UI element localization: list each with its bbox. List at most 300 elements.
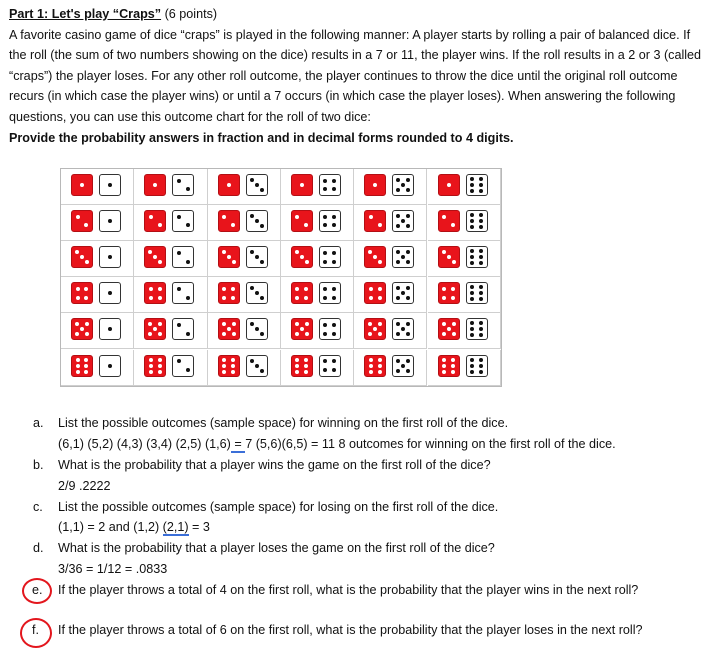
die-pip	[231, 296, 235, 300]
die-pip	[368, 322, 372, 326]
die-pip	[295, 215, 299, 219]
die-pip	[323, 215, 327, 219]
die-pip	[442, 250, 446, 254]
die-pip	[158, 296, 162, 300]
die-pip	[76, 370, 80, 374]
die-pip	[479, 261, 483, 265]
part-heading	[9, 4, 709, 25]
question-label-c: c.	[33, 500, 43, 514]
red-die-5	[144, 318, 166, 340]
die-pip	[442, 322, 446, 326]
die-pip	[396, 369, 400, 373]
red-die-5	[71, 318, 93, 340]
die-pip	[304, 364, 308, 368]
red-die-4	[438, 282, 460, 304]
red-die-5	[438, 318, 460, 340]
dice-outcome-cell	[281, 313, 354, 349]
die-pip	[406, 260, 410, 264]
die-pip	[186, 187, 190, 191]
die-pip	[447, 183, 451, 187]
die-pip	[396, 260, 400, 264]
white-die-4	[319, 318, 341, 340]
die-pip	[332, 260, 336, 264]
die-pip	[250, 286, 254, 290]
die-pip	[255, 327, 259, 331]
die-pip	[406, 224, 410, 228]
die-pip	[378, 287, 382, 291]
die-pip	[149, 370, 153, 374]
die-pip	[451, 364, 455, 368]
die-pip	[401, 327, 405, 331]
answer-a	[58, 437, 616, 451]
die-pip	[149, 358, 153, 362]
die-pip	[75, 332, 79, 336]
die-pip	[304, 223, 308, 227]
die-pip	[231, 370, 235, 374]
die-pip	[479, 177, 483, 181]
die-pip	[369, 287, 373, 291]
die-pip	[368, 250, 372, 254]
die-pip	[295, 364, 299, 368]
answer-c	[58, 520, 210, 534]
die-pip	[470, 321, 474, 325]
die-pip	[470, 291, 474, 295]
white-die-4	[319, 210, 341, 232]
die-pip	[222, 287, 226, 291]
dice-outcome-cell	[208, 169, 281, 205]
die-pip	[323, 223, 327, 227]
red-die-3	[438, 246, 460, 268]
die-pip	[177, 251, 181, 255]
die-pip	[368, 332, 372, 336]
die-pip	[442, 296, 446, 300]
die-pip	[295, 287, 299, 291]
die-pip	[148, 332, 152, 336]
die-pip	[442, 332, 446, 336]
die-pip	[231, 358, 235, 362]
die-pip	[470, 364, 474, 368]
die-pip	[373, 183, 377, 187]
die-pip	[260, 369, 264, 373]
die-pip	[300, 327, 304, 331]
die-pip	[158, 322, 162, 326]
red-die-1	[438, 174, 460, 196]
red-die-2	[218, 210, 240, 232]
die-pip	[406, 322, 410, 326]
die-pip	[406, 188, 410, 192]
die-pip	[250, 359, 254, 363]
question-label-e: e.	[32, 583, 43, 597]
die-pip	[255, 183, 259, 187]
question-e: If the player throws a total of 4 on the first roll, what is the probability that the player wins in the next roll?	[58, 583, 639, 597]
die-pip	[108, 219, 112, 223]
dice-outcome-cell	[208, 205, 281, 241]
die-pip	[470, 189, 474, 193]
dice-outcome-cell	[354, 241, 427, 277]
red-die-4	[364, 282, 386, 304]
die-pip	[332, 368, 336, 372]
die-pip	[250, 322, 254, 326]
die-pip	[401, 291, 405, 295]
die-pip	[232, 332, 236, 336]
die-pip	[158, 260, 162, 264]
die-pip	[153, 255, 157, 259]
die-pip	[323, 359, 327, 363]
die-pip	[406, 178, 410, 182]
die-pip	[396, 224, 400, 228]
die-pip	[470, 183, 474, 187]
die-pip	[332, 187, 336, 191]
die-pip	[470, 333, 474, 337]
dice-outcome-cell	[354, 205, 427, 241]
red-die-2	[71, 210, 93, 232]
white-die-2	[172, 355, 194, 377]
die-pip	[406, 286, 410, 290]
die-pip	[442, 215, 446, 219]
white-die-4	[319, 282, 341, 304]
die-pip	[406, 214, 410, 218]
part-points: (6 points)	[161, 7, 218, 21]
white-die-1	[99, 355, 121, 377]
dice-outcome-cell	[208, 313, 281, 349]
die-pip	[304, 296, 308, 300]
die-pip	[470, 370, 474, 374]
die-pip	[231, 364, 235, 368]
die-pip	[76, 358, 80, 362]
dice-outcome-cell	[428, 241, 501, 277]
die-pip	[148, 322, 152, 326]
question-a: List the possible outcomes (sample space) for winning on the first roll of the dice.	[58, 416, 509, 430]
die-pip	[232, 260, 236, 264]
die-pip	[479, 333, 483, 337]
die-pip	[479, 219, 483, 223]
dice-outcome-cell	[208, 277, 281, 313]
die-pip	[85, 322, 89, 326]
die-pip	[323, 187, 327, 191]
document	[9, 4, 709, 148]
answer-c-underlined: (2,1)	[162, 520, 189, 534]
die-pip	[84, 370, 88, 374]
white-die-2	[172, 318, 194, 340]
die-pip	[304, 370, 308, 374]
dice-outcome-cell	[134, 205, 207, 241]
die-pip	[300, 255, 304, 259]
dice-outcome-cell	[428, 205, 501, 241]
die-pip	[305, 260, 309, 264]
die-pip	[470, 225, 474, 229]
die-pip	[76, 296, 80, 300]
dice-outcome-cell	[61, 350, 134, 386]
dice-outcome-cell	[281, 241, 354, 277]
die-pip	[470, 213, 474, 217]
die-pip	[378, 364, 382, 368]
die-pip	[378, 370, 382, 374]
die-pip	[75, 250, 79, 254]
die-pip	[323, 260, 327, 264]
die-pip	[295, 358, 299, 362]
die-pip	[479, 297, 483, 301]
part-title: Part 1: Let's play “Craps”	[9, 7, 162, 21]
red-die-5	[291, 318, 313, 340]
white-die-2	[172, 246, 194, 268]
die-pip	[84, 364, 88, 368]
dice-outcome-cell	[61, 277, 134, 313]
die-pip	[396, 322, 400, 326]
dice-outcome-cell	[208, 241, 281, 277]
white-die-5	[392, 318, 414, 340]
white-die-5	[392, 210, 414, 232]
die-pip	[323, 323, 327, 327]
die-pip	[470, 177, 474, 181]
die-pip	[305, 322, 309, 326]
white-die-5	[392, 355, 414, 377]
die-pip	[451, 287, 455, 291]
die-pip	[84, 223, 88, 227]
die-pip	[479, 321, 483, 325]
die-pip	[479, 189, 483, 193]
question-label-a: a.	[33, 416, 44, 430]
die-pip	[250, 250, 254, 254]
white-die-6	[466, 174, 488, 196]
red-die-3	[291, 246, 313, 268]
red-die-6	[218, 355, 240, 377]
die-pip	[177, 359, 181, 363]
die-pip	[177, 179, 181, 183]
answer-a-underlined: =	[230, 437, 246, 451]
white-die-4	[319, 246, 341, 268]
die-pip	[369, 364, 373, 368]
die-pip	[323, 251, 327, 255]
dice-outcome-cell	[428, 169, 501, 205]
die-pip	[332, 223, 336, 227]
die-pip	[332, 287, 336, 291]
die-pip	[305, 332, 309, 336]
die-pip	[332, 296, 336, 300]
white-die-2	[172, 282, 194, 304]
question-d: What is the probability that a player loses the game on the first roll of the dice?	[58, 541, 495, 555]
question-f: If the player throws a total of 6 on the first roll, what is the probability that the player loses in the next roll?	[58, 623, 643, 637]
white-die-6	[466, 355, 488, 377]
white-die-3	[246, 210, 268, 232]
die-pip	[84, 287, 88, 291]
die-pip	[406, 332, 410, 336]
white-die-1	[99, 210, 121, 232]
die-pip	[108, 327, 112, 331]
die-pip	[447, 327, 451, 331]
die-pip	[260, 188, 264, 192]
red-die-4	[218, 282, 240, 304]
die-pip	[332, 359, 336, 363]
red-die-1	[291, 174, 313, 196]
die-pip	[323, 296, 327, 300]
die-pip	[149, 287, 153, 291]
red-die-1	[364, 174, 386, 196]
die-pip	[158, 332, 162, 336]
answer-c-part2: = 3	[188, 520, 210, 534]
die-pip	[479, 364, 483, 368]
die-pip	[177, 287, 181, 291]
die-pip	[80, 183, 84, 187]
die-pip	[470, 261, 474, 265]
red-die-1	[71, 174, 93, 196]
die-pip	[451, 358, 455, 362]
dice-outcome-cell	[281, 350, 354, 386]
dice-outcome-cell	[354, 350, 427, 386]
die-pip	[84, 358, 88, 362]
dice-outcome-cell	[354, 169, 427, 205]
die-pip	[332, 179, 336, 183]
die-pip	[396, 188, 400, 192]
red-die-6	[438, 355, 460, 377]
white-die-3	[246, 174, 268, 196]
white-die-4	[319, 174, 341, 196]
intro-paragraph: A favorite casino game of dice “craps” is played in the following manner: A player starts by rolling a pair of balanced dice. If the roll (the sum of two numbers showing on the dice) results in a 7 or 11, the player wins. If the roll results in a 2 or 3 (called “craps”) the player loses. For any other roll outcome, the player continues to throw the dice until the original roll outcome recurs (in which case the player wins) or until a 7 occurs (in which case the player loses). When answering the following questions, you can use this outcome chart for the roll of two dice:	[9, 27, 702, 124]
die-pip	[479, 370, 483, 374]
dice-outcome-cell	[134, 313, 207, 349]
die-pip	[85, 260, 89, 264]
red-die-3	[144, 246, 166, 268]
die-pip	[186, 223, 190, 227]
die-pip	[227, 327, 231, 331]
die-pip	[304, 287, 308, 291]
red-die-3	[71, 246, 93, 268]
die-pip	[369, 370, 373, 374]
die-pip	[406, 369, 410, 373]
die-pip	[452, 332, 456, 336]
die-pip	[158, 358, 162, 362]
die-pip	[186, 368, 190, 372]
die-pip	[231, 287, 235, 291]
die-pip	[470, 327, 474, 331]
die-pip	[108, 364, 112, 368]
white-die-3	[246, 282, 268, 304]
die-pip	[295, 370, 299, 374]
die-pip	[177, 323, 181, 327]
die-pip	[250, 178, 254, 182]
red-die-6	[364, 355, 386, 377]
white-die-6	[466, 318, 488, 340]
answer-a-part1: (6,1) (5,2) (4,3) (3,4) (2,5) (1,6)	[58, 437, 231, 451]
red-die-4	[144, 282, 166, 304]
die-pip	[396, 286, 400, 290]
die-pip	[76, 364, 80, 368]
instruction: Provide the probability answers in fraction and in decimal forms rounded to 4 digits.	[9, 130, 514, 145]
red-die-2	[144, 210, 166, 232]
die-pip	[222, 358, 226, 362]
die-pip	[406, 296, 410, 300]
die-pip	[108, 183, 112, 187]
die-pip	[479, 291, 483, 295]
die-pip	[451, 370, 455, 374]
die-pip	[158, 364, 162, 368]
die-pip	[396, 214, 400, 218]
dice-outcome-cell	[281, 277, 354, 313]
die-pip	[149, 364, 153, 368]
die-pip	[222, 332, 226, 336]
die-pip	[479, 225, 483, 229]
die-pip	[451, 296, 455, 300]
white-die-1	[99, 246, 121, 268]
white-die-2	[172, 174, 194, 196]
die-pip	[378, 260, 382, 264]
die-pip	[222, 250, 226, 254]
die-pip	[332, 323, 336, 327]
die-pip	[227, 255, 231, 259]
red-die-6	[144, 355, 166, 377]
die-pip	[369, 215, 373, 219]
die-pip	[222, 370, 226, 374]
die-pip	[401, 364, 405, 368]
die-pip	[260, 296, 264, 300]
dice-outcome-cell	[281, 169, 354, 205]
white-die-3	[246, 318, 268, 340]
die-pip	[158, 223, 162, 227]
red-die-4	[71, 282, 93, 304]
white-die-1	[99, 318, 121, 340]
red-die-1	[218, 174, 240, 196]
die-pip	[470, 219, 474, 223]
white-die-5	[392, 246, 414, 268]
die-pip	[442, 287, 446, 291]
dice-outcome-cell	[134, 350, 207, 386]
die-pip	[479, 327, 483, 331]
red-die-4	[291, 282, 313, 304]
die-pip	[452, 322, 456, 326]
die-pip	[479, 183, 483, 187]
die-pip	[300, 183, 304, 187]
answer-c-part1: (1,1) = 2 and (1,2)	[58, 520, 163, 534]
question-c: List the possible outcomes (sample space) for losing on the first roll of the dice.	[58, 500, 499, 514]
die-pip	[255, 219, 259, 223]
die-pip	[332, 251, 336, 255]
question-b: What is the probability that a player wins the game on the first roll of the dice?	[58, 458, 491, 472]
die-pip	[442, 370, 446, 374]
die-pip	[396, 332, 400, 336]
white-die-2	[172, 210, 194, 232]
die-pip	[149, 296, 153, 300]
die-pip	[369, 358, 373, 362]
die-pip	[396, 250, 400, 254]
die-pip	[108, 255, 112, 259]
die-pip	[85, 332, 89, 336]
die-pip	[323, 368, 327, 372]
die-pip	[222, 215, 226, 219]
die-pip	[232, 322, 236, 326]
die-pip	[373, 327, 377, 331]
die-pip	[470, 249, 474, 253]
die-pip	[396, 178, 400, 182]
die-pip	[378, 223, 382, 227]
die-pip	[470, 297, 474, 301]
white-die-5	[392, 174, 414, 196]
question-label-f: f.	[32, 623, 39, 637]
red-die-3	[218, 246, 240, 268]
die-pip	[479, 255, 483, 259]
dice-outcome-cell	[428, 350, 501, 386]
white-die-5	[392, 282, 414, 304]
die-pip	[479, 213, 483, 217]
dice-outcome-cell	[354, 277, 427, 313]
die-pip	[148, 250, 152, 254]
die-pip	[260, 224, 264, 228]
die-pip	[479, 358, 483, 362]
die-pip	[452, 260, 456, 264]
die-pip	[250, 214, 254, 218]
die-pip	[406, 359, 410, 363]
red-die-5	[364, 318, 386, 340]
die-pip	[442, 358, 446, 362]
white-die-1	[99, 282, 121, 304]
